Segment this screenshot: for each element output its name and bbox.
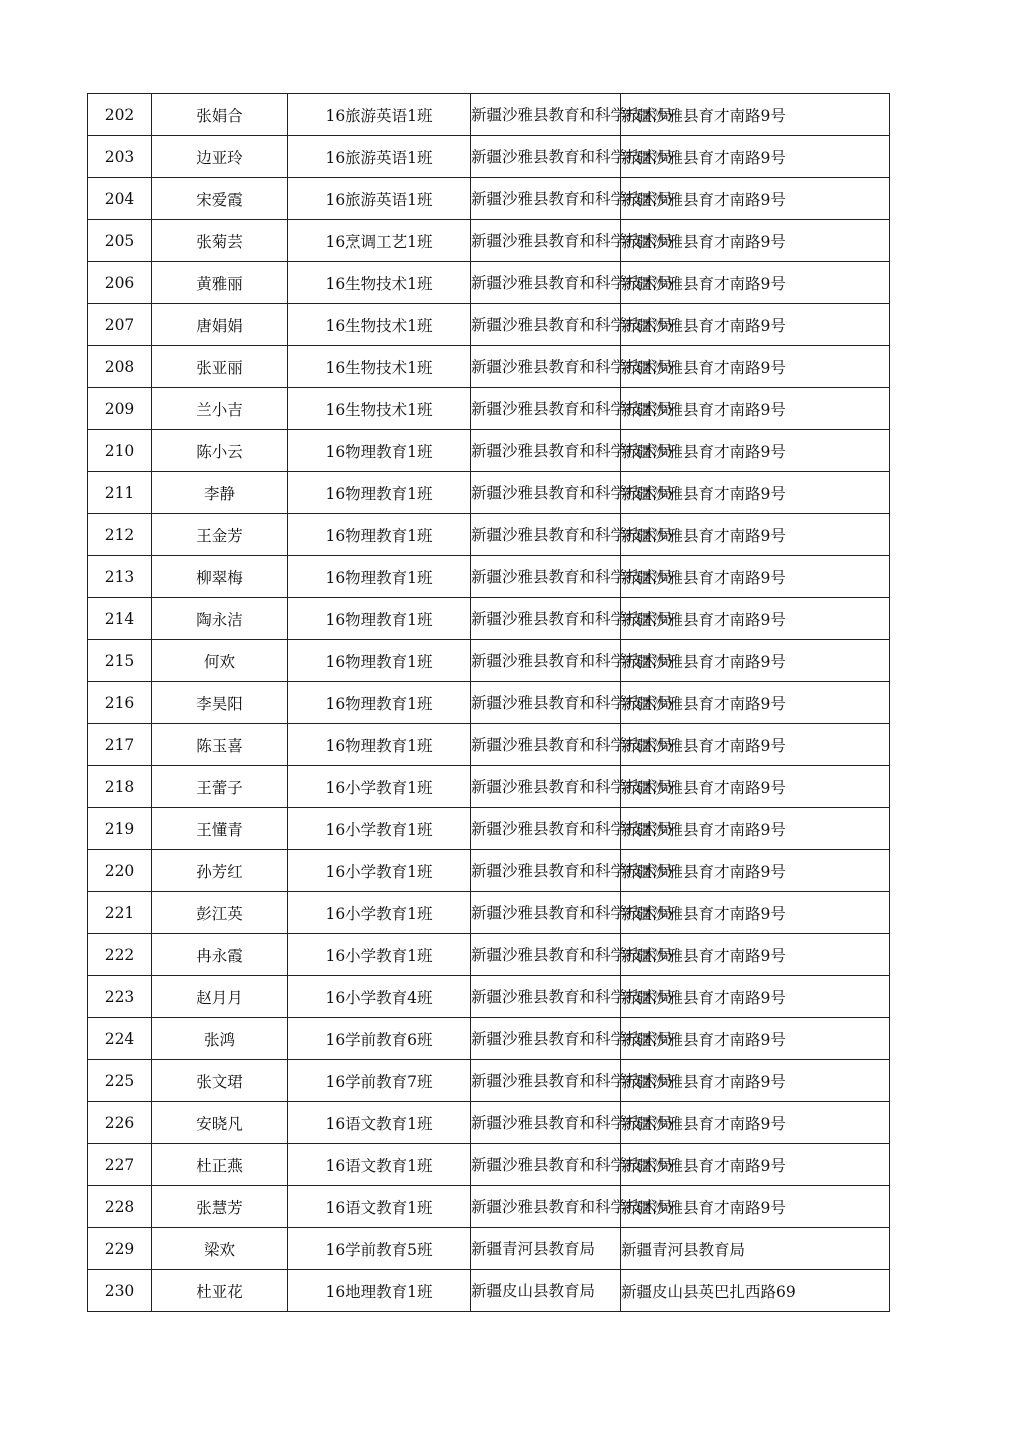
table-row [88,514,890,556]
employer-unit-cell: 新疆沙雅县教育和科学技术局 [471,262,621,304]
employer-unit-cell: 新疆沙雅县教育和科学技术局 [471,934,621,976]
table-row [88,262,890,304]
class-name-cell: 16小学教育1班 [288,934,471,976]
employer-unit-cell: 新疆沙雅县教育和科学技术局 [471,136,621,178]
address-cell: 新疆沙雅县育才南路9号 [621,808,890,850]
row-number-cell: 228 [88,1186,152,1228]
employer-unit-cell: 新疆沙雅县教育和科学技术局 [471,976,621,1018]
row-number-cell: 229 [88,1228,152,1270]
class-name-cell: 16旅游英语1班 [288,136,471,178]
address-cell: 新疆沙雅县育才南路9号 [621,472,890,514]
row-number-cell: 204 [88,178,152,220]
table-row [88,1018,890,1060]
address-cell: 新疆沙雅县育才南路9号 [621,682,890,724]
class-name-cell: 16物理教育1班 [288,724,471,766]
row-number-cell: 225 [88,1060,152,1102]
address-cell: 新疆沙雅县育才南路9号 [621,388,890,430]
class-name-cell: 16物理教育1班 [288,682,471,724]
roster-table [87,93,890,1312]
row-number-cell: 221 [88,892,152,934]
student-name-cell: 张慧芳 [152,1186,288,1228]
class-name-cell: 16学前教育6班 [288,1018,471,1060]
class-name-cell: 16生物技术1班 [288,304,471,346]
row-number-cell: 217 [88,724,152,766]
student-name-cell: 张娟合 [152,94,288,136]
table-row [88,598,890,640]
row-number-cell: 219 [88,808,152,850]
student-name-cell: 彭江英 [152,892,288,934]
student-name-cell: 王懂青 [152,808,288,850]
row-number-cell: 218 [88,766,152,808]
table-row [88,556,890,598]
table-row [88,304,890,346]
row-number-cell: 223 [88,976,152,1018]
class-name-cell: 16语文教育1班 [288,1186,471,1228]
row-number-cell: 230 [88,1270,152,1312]
class-name-cell: 16学前教育7班 [288,1060,471,1102]
class-name-cell: 16烹调工艺1班 [288,220,471,262]
class-name-cell: 16生物技术1班 [288,262,471,304]
student-name-cell: 陈玉喜 [152,724,288,766]
row-number-cell: 208 [88,346,152,388]
address-cell: 新疆沙雅县育才南路9号 [621,136,890,178]
student-name-cell: 宋爱霞 [152,178,288,220]
table-row [88,220,890,262]
address-cell: 新疆沙雅县育才南路9号 [621,1102,890,1144]
table-row [88,94,890,136]
student-name-cell: 梁欢 [152,1228,288,1270]
employer-unit-cell: 新疆沙雅县教育和科学技术局 [471,1060,621,1102]
employer-unit-cell: 新疆沙雅县教育和科学技术局 [471,514,621,556]
student-name-cell: 兰小吉 [152,388,288,430]
class-name-cell: 16小学教育1班 [288,808,471,850]
class-name-cell: 16语文教育1班 [288,1102,471,1144]
class-name-cell: 16小学教育1班 [288,892,471,934]
class-name-cell: 16语文教育1班 [288,1144,471,1186]
address-cell: 新疆沙雅县育才南路9号 [621,1018,890,1060]
student-name-cell: 黄雅丽 [152,262,288,304]
student-name-cell: 王金芳 [152,514,288,556]
table-row [88,136,890,178]
table-row [88,976,890,1018]
table-row [88,1144,890,1186]
row-number-cell: 206 [88,262,152,304]
student-name-cell: 柳翠梅 [152,556,288,598]
address-cell: 新疆沙雅县育才南路9号 [621,598,890,640]
table-row [88,346,890,388]
employer-unit-cell: 新疆沙雅县教育和科学技术局 [471,640,621,682]
row-number-cell: 215 [88,640,152,682]
employer-unit-cell: 新疆沙雅县教育和科学技术局 [471,682,621,724]
row-number-cell: 212 [88,514,152,556]
address-cell: 新疆皮山县英巴扎西路69 [621,1270,890,1312]
employer-unit-cell: 新疆沙雅县教育和科学技术局 [471,850,621,892]
table-row [88,682,890,724]
class-name-cell: 16旅游英语1班 [288,94,471,136]
employer-unit-cell: 新疆沙雅县教育和科学技术局 [471,808,621,850]
row-number-cell: 220 [88,850,152,892]
address-cell: 新疆沙雅县育才南路9号 [621,934,890,976]
student-name-cell: 边亚玲 [152,136,288,178]
row-number-cell: 210 [88,430,152,472]
class-name-cell: 16物理教育1班 [288,430,471,472]
address-cell: 新疆沙雅县育才南路9号 [621,262,890,304]
row-number-cell: 227 [88,1144,152,1186]
student-name-cell: 陈小云 [152,430,288,472]
class-name-cell: 16物理教育1班 [288,640,471,682]
employer-unit-cell: 新疆沙雅县教育和科学技术局 [471,1186,621,1228]
table-row [88,1270,890,1312]
address-cell: 新疆沙雅县育才南路9号 [621,514,890,556]
student-name-cell: 冉永霞 [152,934,288,976]
employer-unit-cell: 新疆皮山县教育局 [471,1270,621,1312]
student-name-cell: 张菊芸 [152,220,288,262]
row-number-cell: 203 [88,136,152,178]
table-row [88,892,890,934]
employer-unit-cell: 新疆沙雅县教育和科学技术局 [471,220,621,262]
roster-body [88,94,890,1312]
class-name-cell: 16地理教育1班 [288,1270,471,1312]
employer-unit-cell: 新疆沙雅县教育和科学技术局 [471,346,621,388]
employer-unit-cell: 新疆沙雅县教育和科学技术局 [471,94,621,136]
address-cell: 新疆沙雅县育才南路9号 [621,94,890,136]
table-row [88,808,890,850]
employer-unit-cell: 新疆沙雅县教育和科学技术局 [471,472,621,514]
table-row [88,640,890,682]
table-row [88,724,890,766]
table-row [88,472,890,514]
student-name-cell: 杜正燕 [152,1144,288,1186]
address-cell: 新疆沙雅县育才南路9号 [621,304,890,346]
address-cell: 新疆沙雅县育才南路9号 [621,178,890,220]
employer-unit-cell: 新疆沙雅县教育和科学技术局 [471,1018,621,1060]
employer-unit-cell: 新疆沙雅县教育和科学技术局 [471,892,621,934]
address-cell: 新疆沙雅县育才南路9号 [621,1186,890,1228]
class-name-cell: 16物理教育1班 [288,556,471,598]
student-name-cell: 何欢 [152,640,288,682]
table-row [88,766,890,808]
row-number-cell: 213 [88,556,152,598]
student-name-cell: 张文珺 [152,1060,288,1102]
employer-unit-cell: 新疆沙雅县教育和科学技术局 [471,1144,621,1186]
table-row [88,850,890,892]
class-name-cell: 16旅游英语1班 [288,178,471,220]
address-cell: 新疆沙雅县育才南路9号 [621,640,890,682]
class-name-cell: 16学前教育5班 [288,1228,471,1270]
table-row [88,1102,890,1144]
class-name-cell: 16生物技术1班 [288,346,471,388]
employer-unit-cell: 新疆沙雅县教育和科学技术局 [471,430,621,472]
address-cell: 新疆沙雅县育才南路9号 [621,220,890,262]
row-number-cell: 222 [88,934,152,976]
address-cell: 新疆沙雅县育才南路9号 [621,556,890,598]
student-name-cell: 李昊阳 [152,682,288,724]
class-name-cell: 16小学教育1班 [288,850,471,892]
employer-unit-cell: 新疆沙雅县教育和科学技术局 [471,598,621,640]
address-cell: 新疆沙雅县育才南路9号 [621,976,890,1018]
row-number-cell: 205 [88,220,152,262]
class-name-cell: 16物理教育1班 [288,514,471,556]
class-name-cell: 16物理教育1班 [288,598,471,640]
row-number-cell: 202 [88,94,152,136]
table-row [88,430,890,472]
table-row [88,1186,890,1228]
row-number-cell: 224 [88,1018,152,1060]
employer-unit-cell: 新疆沙雅县教育和科学技术局 [471,388,621,430]
address-cell: 新疆沙雅县育才南路9号 [621,346,890,388]
table-row [88,1228,890,1270]
student-name-cell: 张亚丽 [152,346,288,388]
student-name-cell: 王蕾子 [152,766,288,808]
address-cell: 新疆沙雅县育才南路9号 [621,1060,890,1102]
class-name-cell: 16小学教育1班 [288,766,471,808]
employer-unit-cell: 新疆沙雅县教育和科学技术局 [471,1102,621,1144]
employer-unit-cell: 新疆沙雅县教育和科学技术局 [471,724,621,766]
row-number-cell: 216 [88,682,152,724]
address-cell: 新疆沙雅县育才南路9号 [621,766,890,808]
address-cell: 新疆沙雅县育才南路9号 [621,430,890,472]
table-row [88,1060,890,1102]
row-number-cell: 214 [88,598,152,640]
table-row [88,388,890,430]
class-name-cell: 16小学教育4班 [288,976,471,1018]
address-cell: 新疆青河县教育局 [621,1228,890,1270]
student-name-cell: 陶永洁 [152,598,288,640]
table-row [88,178,890,220]
employer-unit-cell: 新疆沙雅县教育和科学技术局 [471,178,621,220]
student-name-cell: 安晓凡 [152,1102,288,1144]
row-number-cell: 209 [88,388,152,430]
employer-unit-cell: 新疆沙雅县教育和科学技术局 [471,766,621,808]
address-cell: 新疆沙雅县育才南路9号 [621,1144,890,1186]
student-name-cell: 张鸿 [152,1018,288,1060]
employer-unit-cell: 新疆沙雅县教育和科学技术局 [471,304,621,346]
student-name-cell: 杜亚花 [152,1270,288,1312]
employer-unit-cell: 新疆青河县教育局 [471,1228,621,1270]
student-name-cell: 赵月月 [152,976,288,1018]
class-name-cell: 16生物技术1班 [288,388,471,430]
row-number-cell: 207 [88,304,152,346]
address-cell: 新疆沙雅县育才南路9号 [621,850,890,892]
student-name-cell: 孙芳红 [152,850,288,892]
table-row [88,934,890,976]
employer-unit-cell: 新疆沙雅县教育和科学技术局 [471,556,621,598]
row-number-cell: 211 [88,472,152,514]
class-name-cell: 16物理教育1班 [288,472,471,514]
address-cell: 新疆沙雅县育才南路9号 [621,892,890,934]
address-cell: 新疆沙雅县育才南路9号 [621,724,890,766]
row-number-cell: 226 [88,1102,152,1144]
student-name-cell: 李静 [152,472,288,514]
student-name-cell: 唐娟娟 [152,304,288,346]
